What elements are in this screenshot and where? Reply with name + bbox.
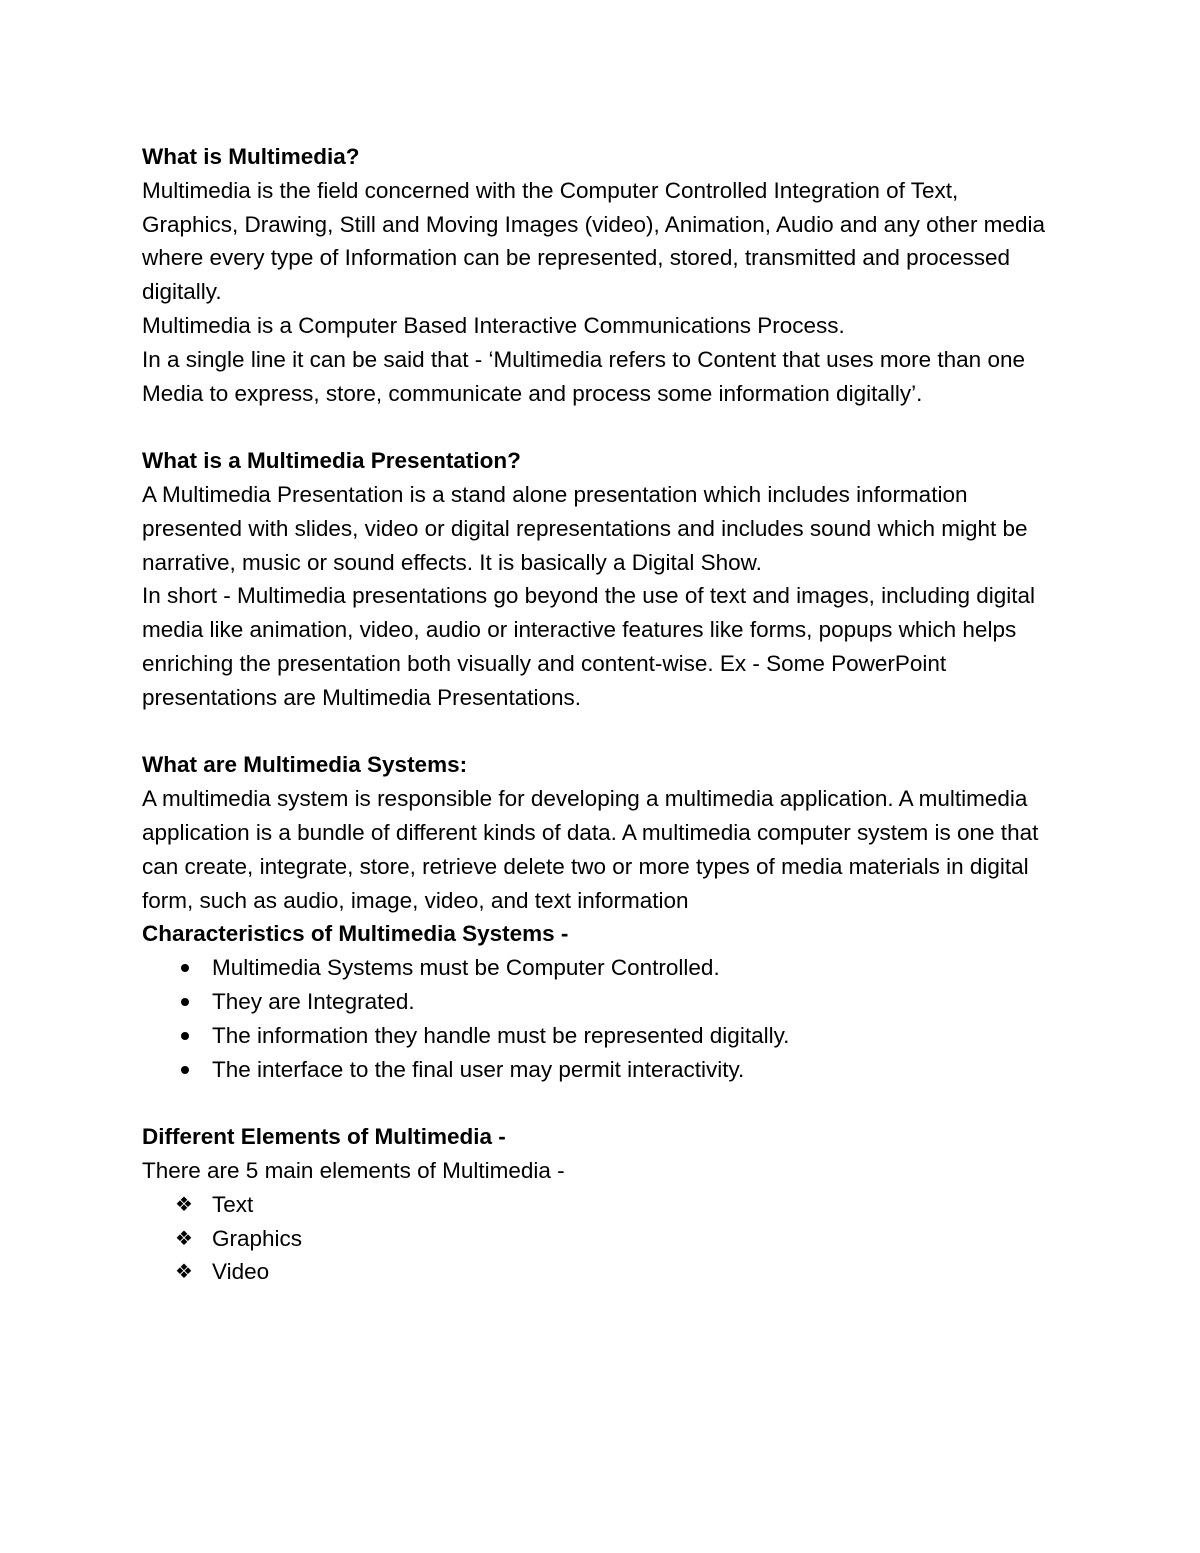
elements-list xyxy=(142,1188,1052,1289)
list-item-text: Multimedia Systems must be Computer Controlled. xyxy=(212,955,720,981)
list-item xyxy=(142,951,1052,985)
list-item-text: The interface to the final user may permit interactivity. xyxy=(212,1056,745,1082)
paragraph-elements-intro: There are 5 main elements of Multimedia - xyxy=(142,1157,565,1183)
heading-different-elements: Different Elements of Multimedia - xyxy=(142,1124,506,1150)
list-item-text: Text xyxy=(212,1191,254,1217)
paragraph-systems-definition: A multimedia system is responsible for developing a multimedia application. A multimedia application is a bundle of different kinds of data. A multimedia computer system is one that can create, integrate, store, retrieve delete two or more types of media materials in digital form, such as audio, image, video, and text information xyxy=(142,786,1039,913)
paragraph-spacer xyxy=(142,410,1052,444)
list-item-text: Graphics xyxy=(212,1225,303,1251)
paragraph-multimedia-process: Multimedia is a Computer Based Interactive Communications Process. xyxy=(142,312,845,338)
list-item xyxy=(142,1019,1052,1053)
paragraph-presentation-definition: A Multimedia Presentation is a stand alone presentation which includes information presented with slides, video or digital representations and includes sound which might be narrative, music or sound effects. It is basically a Digital Show. xyxy=(142,481,1028,575)
list-item xyxy=(142,1053,1052,1087)
list-item-text: Video xyxy=(212,1259,270,1285)
paragraph-multimedia-single-line: In a single line it can be said that - ‘Multimedia refers to Content that uses more than one Media to express, store, communicate and process some information digitally’. xyxy=(142,346,1025,406)
list-item-text: They are Integrated. xyxy=(212,988,415,1014)
bullet-dot-icon xyxy=(181,1032,189,1040)
heading-characteristics: Characteristics of Multimedia Systems - xyxy=(142,921,569,947)
list-item-text: The information they handle must be represented digitally. xyxy=(212,1022,790,1048)
heading-multimedia-systems: What are Multimedia Systems: xyxy=(142,752,468,778)
paragraph-spacer xyxy=(142,715,1052,749)
list-item xyxy=(142,985,1052,1019)
paragraph-presentation-short: In short - Multimedia presentations go beyond the use of text and images, including digital media like animation, video, audio or interactive features like forms, popups which helps enriching the presentation both visually and content-wise. Ex - Some PowerPoint presentations are Multimedia Presentations. xyxy=(142,583,1036,710)
diamond-bullet-icon: ❖ xyxy=(175,1225,193,1250)
heading-multimedia-presentation: What is a Multimedia Presentation? xyxy=(142,448,521,474)
bullet-dot-icon xyxy=(181,964,189,972)
characteristics-list xyxy=(142,951,1052,1086)
diamond-bullet-icon: ❖ xyxy=(175,1259,193,1284)
list-item xyxy=(142,1222,1052,1256)
paragraph-multimedia-definition: Multimedia is the field concerned with the Computer Controlled Integration of Text, Graphics, Drawing, Still and Moving Images (video), Animation, Audio and any other media where every type of Information can be represented, stored, transmitted and processed digitally. xyxy=(142,177,1045,305)
heading-what-is-multimedia: What is Multimedia? xyxy=(142,144,360,169)
bullet-dot-icon xyxy=(181,998,189,1006)
list-item xyxy=(142,1255,1052,1289)
bullet-dot-icon xyxy=(181,1066,189,1074)
list-item xyxy=(142,1188,1052,1222)
document-page xyxy=(142,140,1052,1289)
diamond-bullet-icon: ❖ xyxy=(175,1191,193,1216)
paragraph-spacer xyxy=(142,1086,1052,1120)
